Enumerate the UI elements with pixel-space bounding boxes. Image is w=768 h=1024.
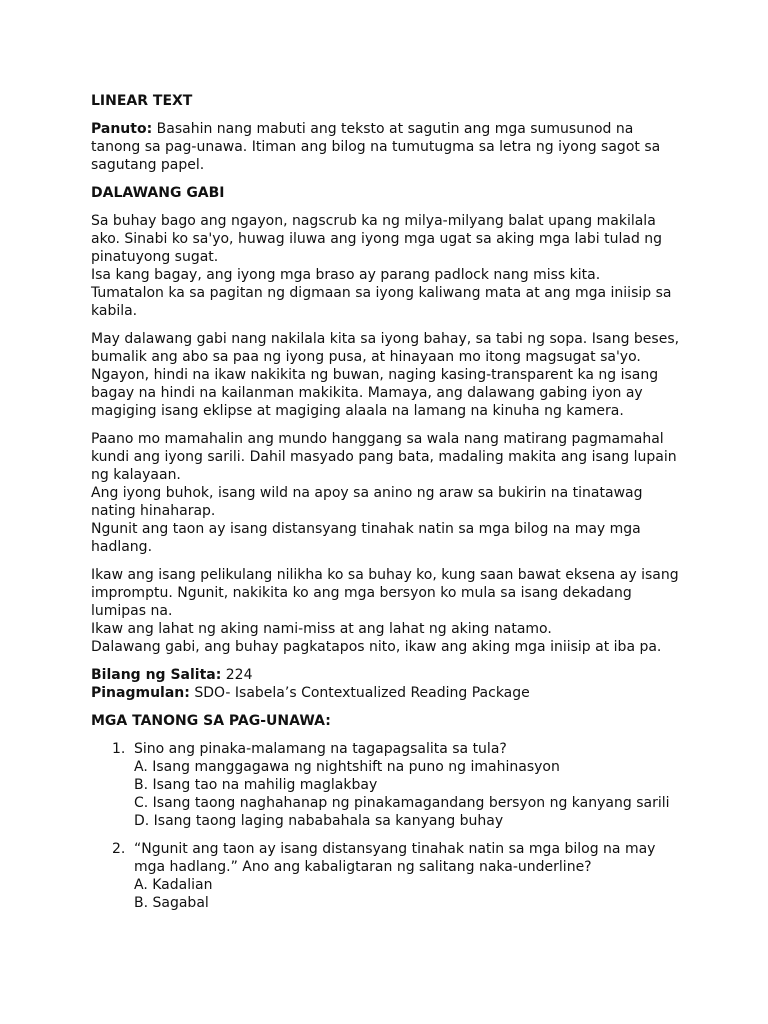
answer-choice: B. Sagabal (134, 895, 209, 911)
answer-choice: A. Isang manggagawa ng nightshift na puno ng imahinasyon (134, 759, 560, 775)
questions-list (91, 740, 691, 912)
answer-choice: C. Isang taong naghahanap ng pinakamagandang bersyon ng kanyang sarili (134, 795, 670, 811)
stanza-line: impromptu. Ngunit, nakikita ko ang mga bersyon ko mula sa isang dekadang (91, 585, 632, 601)
word-count-label: Bilang ng Salita: (91, 667, 222, 683)
stanza-line: Ngayon, hindi na ikaw nakikita ng buwan, naging kasing-transparent ka ng isang (91, 367, 659, 383)
stanza (91, 430, 691, 556)
stanza-line: kabila. (91, 303, 138, 319)
stanza-line: ako. Sinabi ko sa'yo, huwag iluwa ang iyong mga ugat sa aking mga labi tulad ng (91, 231, 663, 247)
instructions-line: sagutang papel. (91, 157, 205, 173)
question-text: mga hadlang.” Ano ang kabaligtaran ng salitang naka-underline? (134, 859, 592, 875)
question-number: 1. (112, 741, 126, 757)
question-text: “Ngunit ang taon ay isang distansyang tinahak natin sa mga bilog na may (134, 841, 656, 857)
word-count (91, 666, 691, 684)
stanza-line: May dalawang gabi nang nakilala kita sa iyong bahay, sa tabi ng sopa. Isang beses, (91, 331, 680, 347)
stanza (91, 330, 691, 420)
text-metadata (91, 666, 691, 702)
stanza-line: bumalik ang abo sa paa ng iyong pusa, at hinayaan mo itong magsugat sa'yo. (91, 349, 641, 365)
stanza-line: Ngunit ang taon ay isang distansyang tinahak natin sa mga bilog na may mga (91, 521, 641, 537)
source-label: Pinagmulan: (91, 685, 190, 701)
stanza-line: Sa buhay bago ang ngayon, nagscrub ka ng milya-milyang balat upang makilala (91, 213, 656, 229)
instructions (91, 120, 691, 174)
question-text: Sino ang pinaka-malamang na tagapagsalita sa tula? (134, 741, 507, 757)
stanza-line: Ang iyong buhok, isang wild na apoy sa anino ng araw sa bukirin na tinatawag (91, 485, 643, 501)
stanza-line: nating hinaharap. (91, 503, 216, 519)
stanza-line: Tumatalon ka sa pagitan ng digmaan sa iyong kaliwang mata at ang mga iniisip sa (91, 285, 672, 301)
instructions-label: Panuto: (91, 121, 153, 137)
answer-choice: D. Isang taong laging nababahala sa kanyang buhay (134, 813, 504, 829)
stanza-line: ng kalayaan. (91, 467, 181, 483)
source-value: SDO- Isabela’s Contextualized Reading Package (194, 685, 530, 701)
stanza (91, 212, 691, 320)
question-item (91, 840, 691, 912)
stanza-line: bagay na hindi na kailanman makikita. Mamaya, ang dalawang gabing iyon ay (91, 385, 643, 401)
stanza-line: Dalawang gabi, ang buhay pagkatapos nito, ikaw ang aking mga iniisip at iba pa. (91, 639, 662, 655)
answer-choice: B. Isang tao na mahilig maglakbay (134, 777, 378, 793)
questions-title: MGA TANONG SA PAG-UNAWA: (91, 713, 331, 729)
stanza-line: Paano mo mamahalin ang mundo hanggang sa wala nang matirang pagmamahal (91, 431, 664, 447)
stanza-line: Ikaw ang lahat ng aking nami-miss at ang lahat ng aking natamo. (91, 621, 552, 637)
instructions-line (91, 120, 691, 138)
question-item (91, 740, 691, 830)
stanza-line: kundi ang iyong sarili. Dahil masyado pang bata, madaling makita ang isang lupain (91, 449, 677, 465)
document-page (91, 92, 691, 922)
question-number: 2. (112, 841, 126, 857)
stanza-line: Isa kang bagay, ang iyong mga braso ay parang padlock nang miss kita. (91, 267, 601, 283)
stanza (91, 566, 691, 656)
document-title: LINEAR TEXT (91, 93, 193, 109)
poem-title: DALAWANG GABI (91, 185, 225, 201)
stanza-line: magiging isang eklipse at magiging alaala na lamang na kinuha ng kamera. (91, 403, 624, 419)
stanza-line: lumipas na. (91, 603, 173, 619)
word-count-value: 224 (225, 667, 253, 683)
stanza-line: hadlang. (91, 539, 153, 555)
stanza-line: pinatuyong sugat. (91, 249, 219, 265)
answer-choice: A. Kadalian (134, 877, 213, 893)
source (91, 684, 691, 702)
stanza-line: Ikaw ang isang pelikulang nilikha ko sa buhay ko, kung saan bawat eksena ay isang (91, 567, 679, 583)
instructions-line: tanong sa pag-unawa. Itiman ang bilog na tumutugma sa letra ng iyong sagot sa (91, 139, 661, 155)
instructions-text: Basahin nang mabuti ang teksto at sagutin ang mga sumusunod na (156, 121, 634, 137)
